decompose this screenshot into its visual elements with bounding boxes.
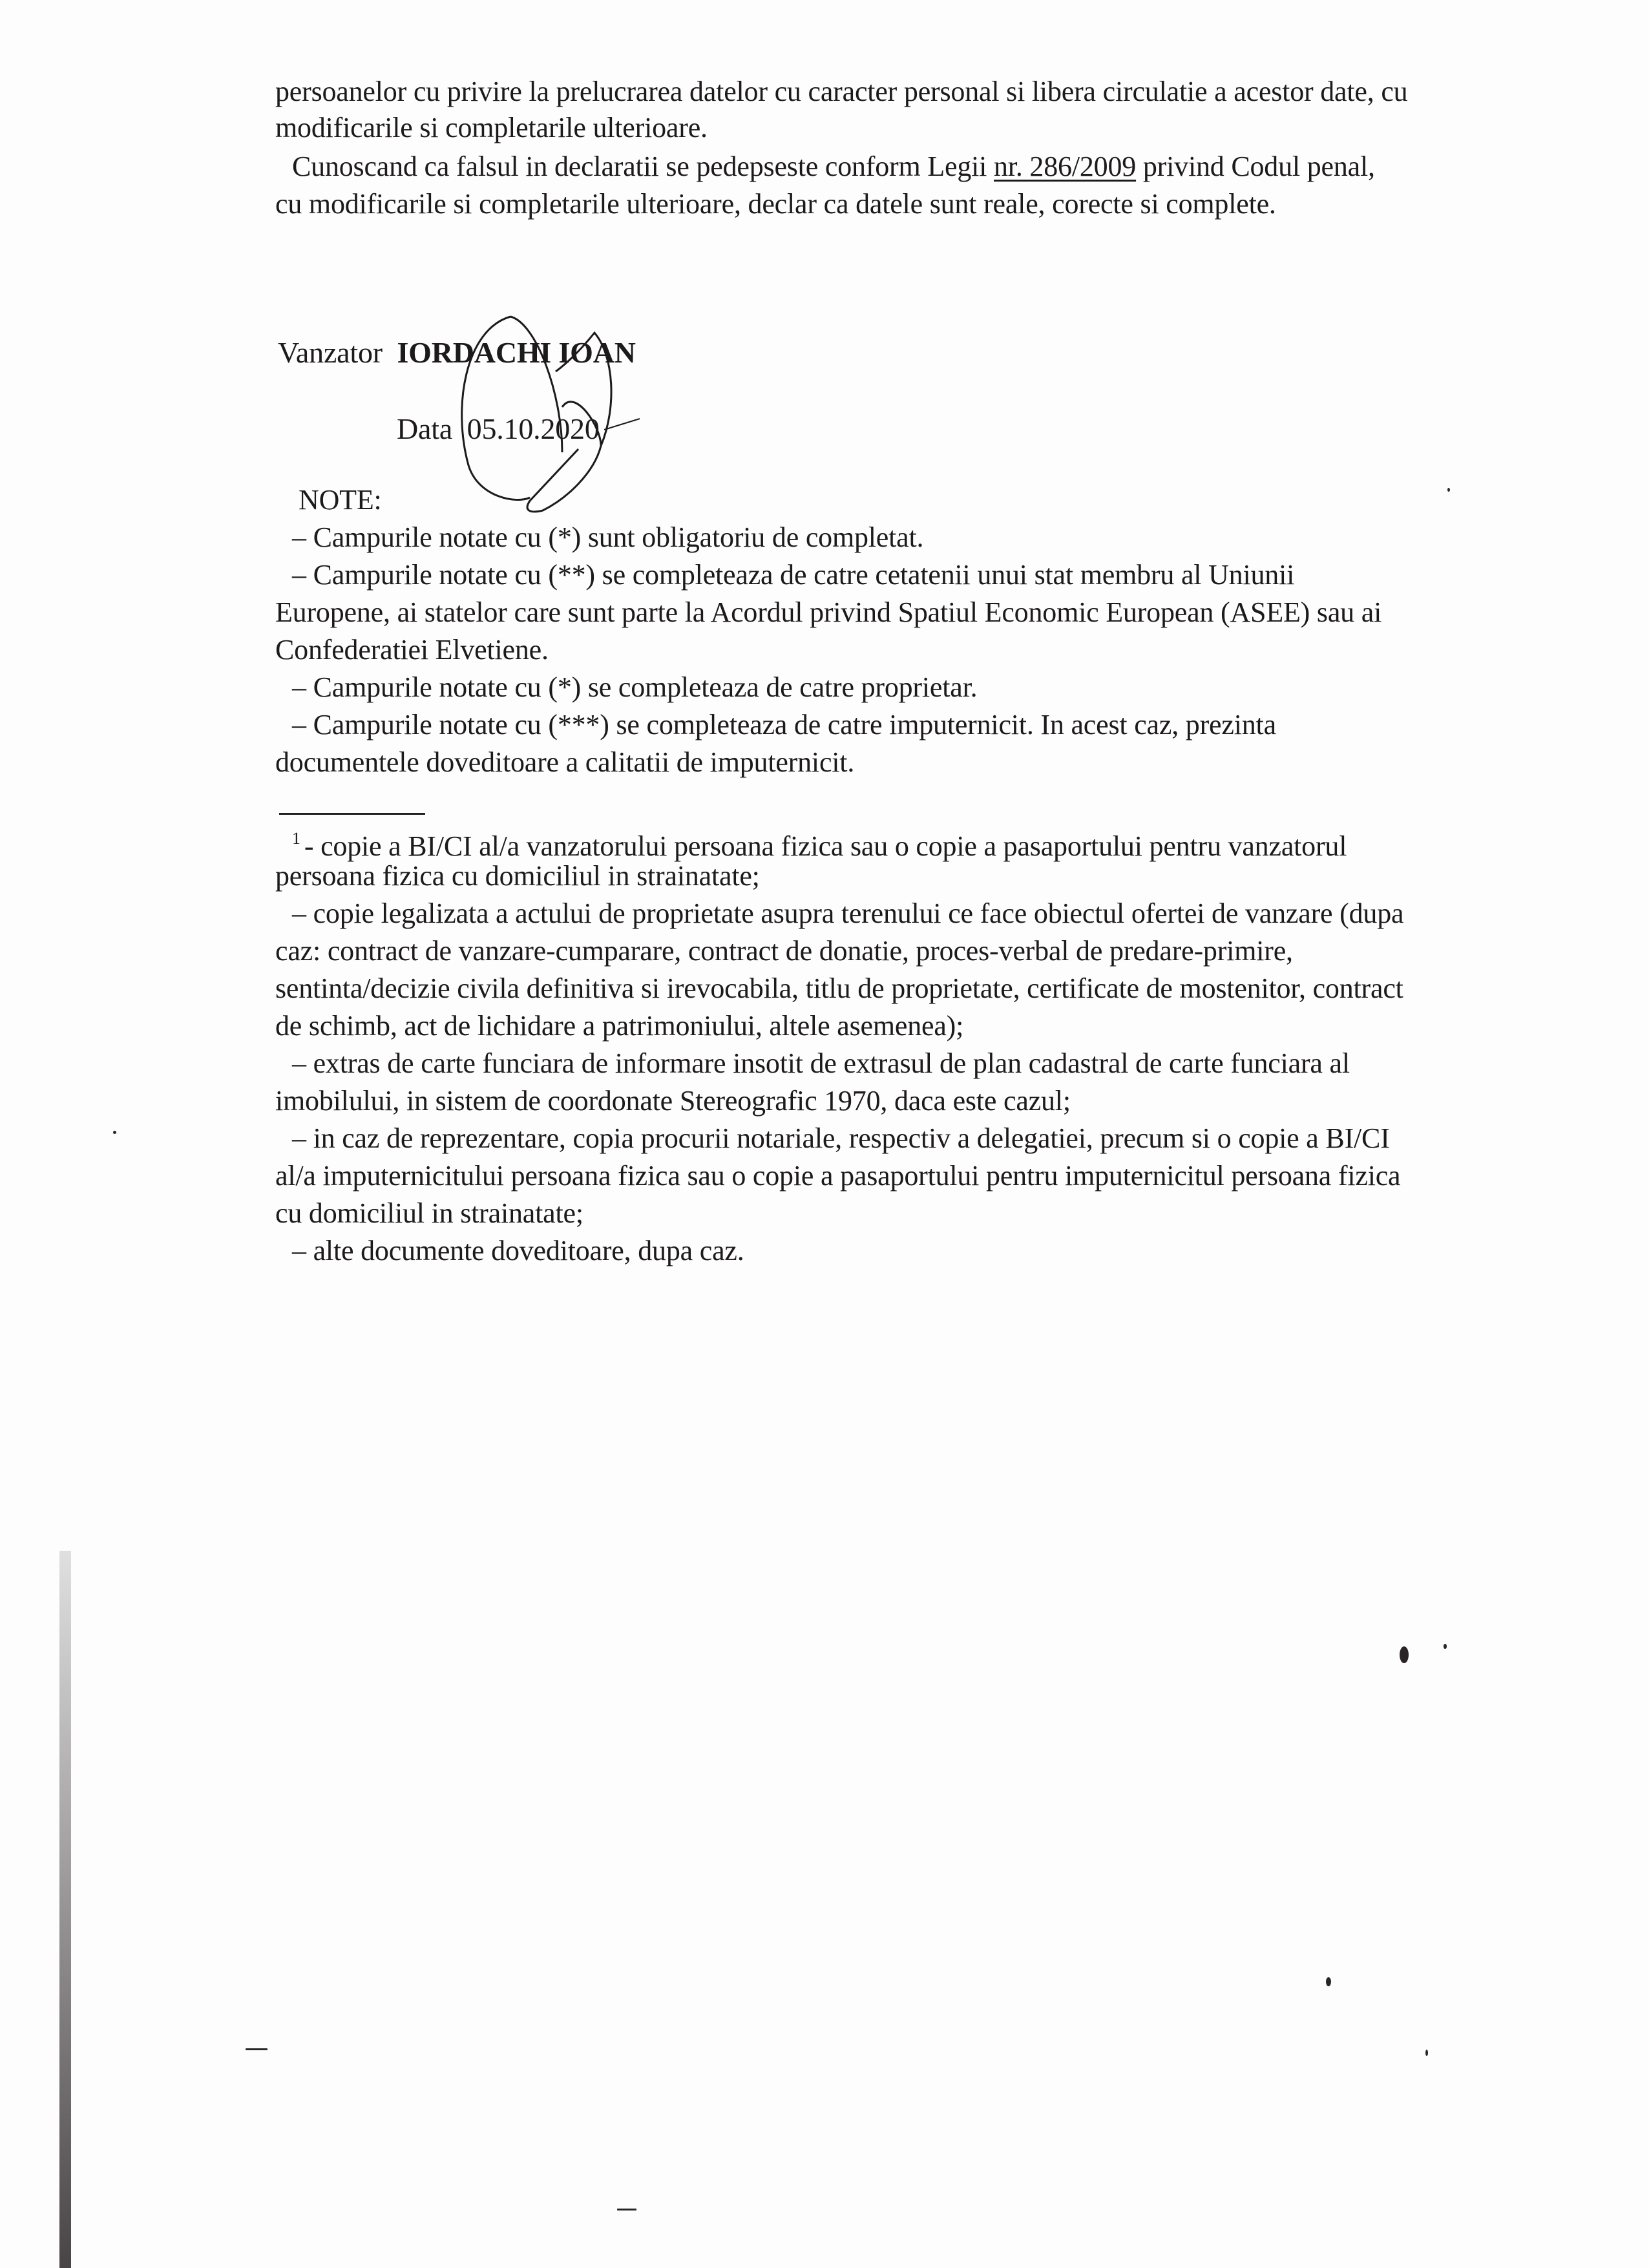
footnote-line: – in caz de reprezentare, copia procurii notariale, respectiv a delegatiei, precum si o copie a BI/CI: [292, 1122, 1390, 1154]
paragraph-1-line-2: modificarile si completarile ulterioare.: [275, 112, 708, 143]
scan-speck: [1444, 1644, 1447, 1649]
note-line: – Campurile notate cu (*) se completeaza de catre proprietar.: [292, 671, 978, 703]
date-label: Data: [397, 412, 453, 445]
signature-stroke-leaf: [527, 402, 601, 512]
paragraph-2-text-after: privind Codul penal,: [1136, 151, 1375, 182]
footnote-line: cu domiciliul in strainatate;: [275, 1197, 583, 1229]
footnote-line: caz: contract de vanzare-cumparare, contract de donatie, proces-verbal de predare-primire,: [275, 935, 1293, 967]
footnote-line: persoana fizica cu domiciliul in strainatate;: [275, 860, 760, 892]
notes-title: NOTE:: [299, 484, 382, 516]
footnote-line: – extras de carte funciara de informare insotit de extrasul de plan cadastral de carte funciara al: [292, 1047, 1350, 1079]
scan-speck: [1400, 1646, 1409, 1663]
law-reference-link[interactable]: nr. 286/2009: [994, 151, 1137, 182]
seller-label: Vanzator: [278, 336, 383, 369]
note-line: – Campurile notate cu (**) se completeaza de catre cetatenii unui stat membru al Uniunii: [292, 559, 1295, 591]
scan-speck: [617, 2209, 636, 2210]
footnote-separator: [279, 813, 425, 815]
scan-speck: [246, 2048, 268, 2050]
footnote-text: - copie a BI/CI al/a vanzatorului persoana fizica sau o copie a pasaportului pentru vanzatorul: [304, 830, 1347, 862]
handwritten-signature: [439, 304, 653, 517]
footnote-line: imobilului, in sistem de coordonate Stereografic 1970, daca este cazul;: [275, 1085, 1071, 1117]
note-line: Confederatiei Elvetiene.: [275, 634, 549, 666]
paragraph-2-text-before: Cunoscand ca falsul in declaratii se pedepseste conform Legii: [292, 151, 994, 182]
scan-speck: [1326, 1977, 1331, 1986]
footnote-line: de schimb, act de lichidare a patrimoniului, altele asemenea);: [275, 1010, 964, 1042]
seller-name: IORDACHI IOAN: [397, 336, 636, 369]
footnote-line: al/a imputernicitului persoana fizica sau o copie a pasaportului pentru imputernicitul persoana fizica: [275, 1160, 1401, 1192]
footnote-line: sentinta/decizie civila definitiva si irevocabila, titlu de proprietate, certificate de mostenitor, contract: [275, 972, 1403, 1004]
footnote-marker: 1: [292, 829, 300, 848]
signature-stroke-descender: [510, 317, 562, 452]
scan-speck: [1425, 2050, 1428, 2056]
note-line: – Campurile notate cu (*) sunt obligatoriu de completat.: [292, 521, 924, 553]
signature-stroke-loop: [462, 317, 530, 499]
note-line: – Campurile notate cu (***) se completeaza de catre imputernicit. In acest caz, prezinta: [292, 709, 1276, 740]
date-value: 05.10.2020: [467, 412, 600, 445]
note-line: documentele doveditoare a calitatii de imputernicit.: [275, 746, 855, 778]
paragraph-1-line-1: persoanelor cu privire la prelucrarea datelor cu caracter personal si libera circulatie a acestor date, cu: [275, 76, 1408, 107]
paragraph-2-line-1: [292, 149, 1375, 185]
footnote-line: – alte documente doveditoare, dupa caz.: [292, 1235, 744, 1266]
signature-stroke-arc: [556, 333, 611, 446]
footnote-line: – copie legalizata a actului de proprietate asupra terenului ce face obiectul ofertei de vanzare (dupa: [292, 898, 1404, 929]
paragraph-2-line-2: cu modificarile si completarile ulterioare, declar ca datele sunt reale, corecte si complete.: [275, 188, 1276, 220]
note-line: Europene, ai statelor care sunt parte la Acordul privind Spatiul Economic European (ASEE) sau ai: [275, 596, 1382, 628]
scan-speck: [1447, 488, 1450, 492]
scan-edge-shadow: [59, 1551, 71, 2268]
scan-speck: [113, 1131, 116, 1134]
